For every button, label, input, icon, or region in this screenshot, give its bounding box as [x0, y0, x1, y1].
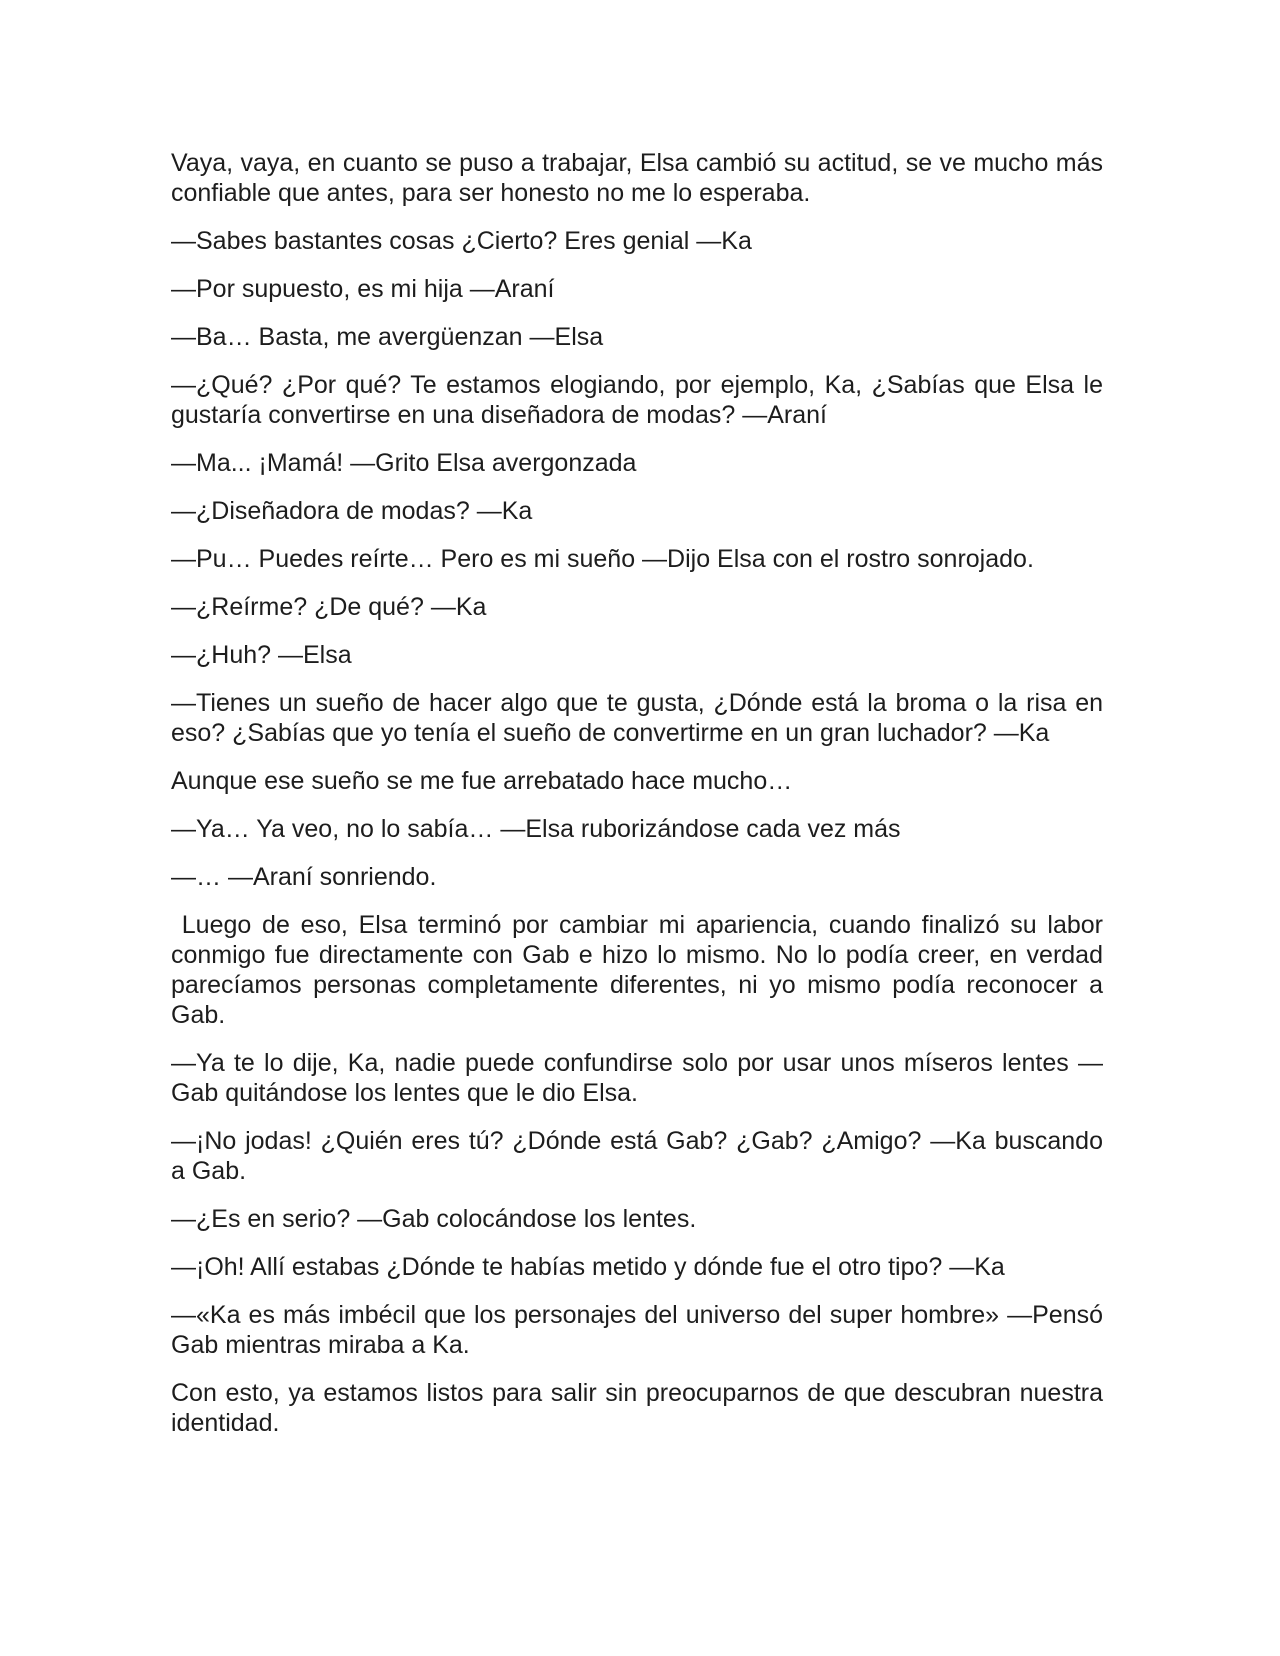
paragraph-narration: Aunque ese sueño se me fue arrebatado hace mucho…: [171, 767, 793, 795]
paragraph-dialogue: —¿Huh? —Elsa: [171, 641, 352, 669]
paragraph-dialogue: —Tienes un sueño de hacer algo que te gusta, ¿Dónde está la broma o la risa en eso? ¿Sabías que yo tenía el sueño de convertirme en un gran luchador? —Ka: [171, 689, 1103, 747]
paragraph-dialogue: —Sabes bastantes cosas ¿Cierto? Eres genial —Ka: [171, 227, 752, 255]
paragraph-dialogue: —Ba… Basta, me avergüenzan —Elsa: [171, 323, 604, 351]
paragraph-narration: Vaya, vaya, en cuanto se puso a trabajar, Elsa cambió su actitud, se ve mucho más confiable que antes, para ser honesto no me lo esperaba.: [171, 149, 1103, 207]
paragraph-narration: Luego de eso, Elsa terminó por cambiar mi apariencia, cuando finalizó su labor conmigo fue directamente con Gab e hizo lo mismo. No lo podía creer, en verdad parecíamos personas completamente diferentes, ni yo mismo podía reconocer a Gab.: [171, 911, 1103, 1029]
paragraph-dialogue: —Por supuesto, es mi hija —Araní: [171, 275, 555, 303]
paragraph-dialogue: —¿Reírme? ¿De qué? —Ka: [171, 593, 487, 621]
paragraph-dialogue: —¿Qué? ¿Por qué? Te estamos elogiando, por ejemplo, Ka, ¿Sabías que Elsa le gustaría convertirse en una diseñadora de modas? —Araní: [171, 371, 1103, 429]
paragraph-dialogue: —Pu… Puedes reírte… Pero es mi sueño —Dijo Elsa con el rostro sonrojado.: [171, 545, 1034, 573]
paragraph-dialogue: —… —Araní sonriendo.: [171, 863, 437, 891]
paragraph-dialogue: —¿Es en serio? —Gab colocándose los lentes.: [171, 1205, 697, 1233]
paragraph-dialogue: —Ya te lo dije, Ka, nadie puede confundirse solo por usar unos míseros lentes —Gab quitándose los lentes que le dio Elsa.: [171, 1049, 1103, 1107]
paragraph-dialogue: —Ya… Ya veo, no lo sabía… —Elsa ruborizándose cada vez más: [171, 815, 901, 843]
paragraph-dialogue: —«Ka es más imbécil que los personajes del universo del super hombre» —Pensó Gab mientras miraba a Ka.: [171, 1301, 1103, 1359]
paragraph-dialogue: —Ma... ¡Mamá! —Grito Elsa avergonzada: [171, 449, 637, 477]
text-block: [171, 148, 1103, 1438]
paragraph-narration: Con esto, ya estamos listos para salir sin preocuparnos de que descubran nuestra identidad.: [171, 1379, 1103, 1437]
paragraph-dialogue: —¿Diseñadora de modas? —Ka: [171, 497, 533, 525]
paragraph-dialogue: —¡Oh! Allí estabas ¿Dónde te habías metido y dónde fue el otro tipo? —Ka: [171, 1253, 1005, 1281]
paragraph-dialogue: —¡No jodas! ¿Quién eres tú? ¿Dónde está Gab? ¿Gab? ¿Amigo? —Ka buscando a Gab.: [171, 1127, 1103, 1185]
